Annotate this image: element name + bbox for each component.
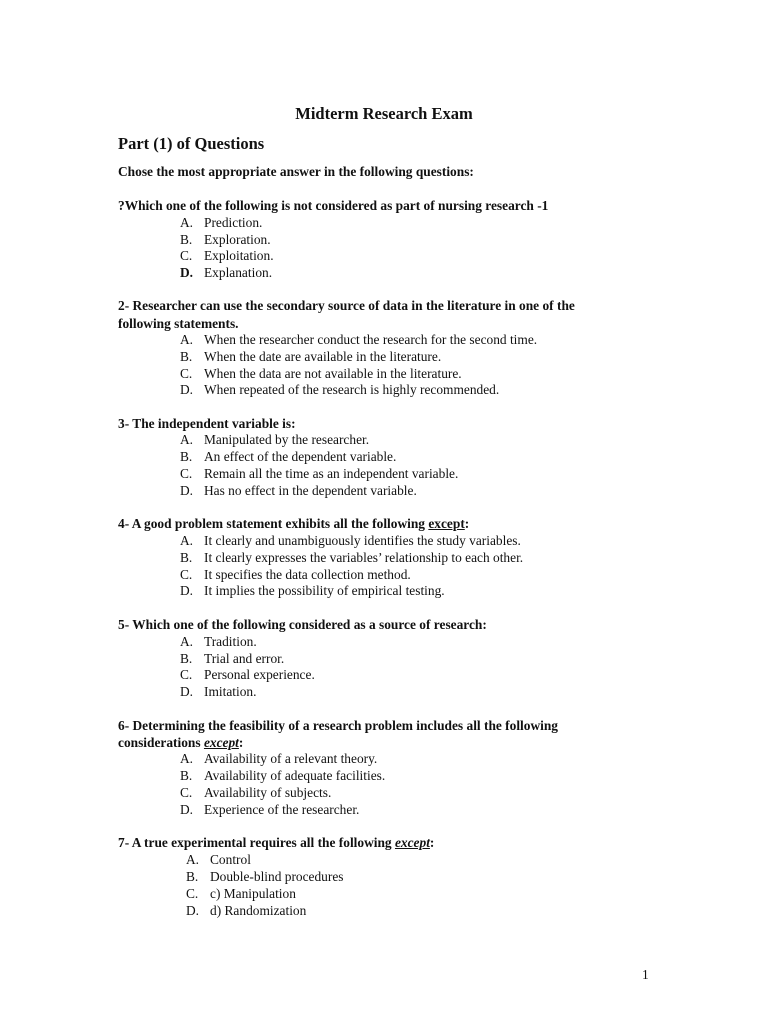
option-letter: B. [180,349,193,364]
question-6-option-b [180,767,385,784]
option-letter: B. [186,869,199,884]
question-7-option-c [186,885,296,902]
option-letter: A. [180,215,194,230]
question-2-option-b [180,348,441,365]
question-2-text: 2- Researcher can use the secondary source of data in the literature in one of the [118,298,575,313]
option-letter: D. [180,265,194,280]
option-text: Availability of adequate facilities. [204,768,386,783]
question-6-option-d [180,801,359,818]
question-7-option-d [186,902,306,919]
question-3-option-a [180,431,369,448]
question-4-option-d [180,582,445,599]
option-letter: D. [180,583,194,598]
question-5-text: 5- Which one of the following considered as a source of research: [118,617,487,632]
option-letter: D. [180,802,194,817]
instructions: Chose the most appropriate answer in the following questions: [118,164,474,179]
question-5-option-a [180,633,257,650]
question-2-option-d [180,381,499,398]
option-letter: B. [180,768,193,783]
page-number: 1 [642,967,649,982]
question-7-option-b [186,868,344,885]
option-text: An effect of the dependent variable. [204,449,397,464]
question-3-option-b [180,448,396,465]
question-4-text [118,515,469,532]
option-text: Exploitation. [204,248,274,263]
option-text: It implies the possibility of empirical testing. [204,583,445,598]
question-punctuation: : [429,835,435,850]
option-text: Tradition. [204,634,257,649]
option-text: Availability of a relevant theory. [204,751,378,766]
question-7-option-a [186,851,251,868]
option-letter: C. [180,466,193,481]
option-text: Experience of the researcher. [204,802,360,817]
except-keyword: except [394,835,430,850]
question-3-text: 3- The independent variable is: [118,416,296,431]
option-text: Exploration. [204,232,271,247]
page-title: Midterm Research Exam [295,104,473,123]
question-2-text-continued: following statements. [118,316,239,331]
option-text: When the researcher conduct the research for the second time. [204,332,538,347]
question-6-option-c [180,784,331,801]
option-letter: C. [180,567,193,582]
option-letter: C. [180,366,193,381]
option-letter: A. [180,432,194,447]
option-letter: D. [180,684,194,699]
option-text: Double-blind procedures [210,869,344,884]
question-5-option-c [180,666,315,683]
option-text: Remain all the time as an independent variable. [204,466,459,481]
question-6-text-continued [118,734,243,751]
option-text: Manipulated by the researcher. [204,432,370,447]
option-letter: A. [180,332,194,347]
question-2-option-a [180,331,537,348]
option-letter: C. [180,667,193,682]
question-3-option-c [180,465,458,482]
option-letter: A. [180,751,194,766]
option-letter: D. [186,903,200,918]
question-5-option-d [180,683,256,700]
question-1-option-b [180,231,271,248]
option-letter: D. [180,483,194,498]
option-text: Prediction. [204,215,263,230]
option-letter: B. [180,232,193,247]
option-text: When the date are available in the literature. [204,349,442,364]
option-text: It clearly expresses the variables’ relationship to each other. [204,550,524,565]
option-text: c) Manipulation [210,886,296,901]
question-3-option-d [180,482,417,499]
option-letter: A. [180,533,194,548]
option-text: Imitation. [204,684,257,699]
option-letter: D. [180,382,194,397]
question-6-text: 6- Determining the feasibility of a research problem includes all the following [118,718,559,733]
question-4-option-b [180,549,523,566]
option-letter: C. [180,248,193,263]
option-text: Control [210,852,251,867]
question-1-option-a [180,214,262,231]
option-letter: B. [180,651,193,666]
question-punctuation: : [464,516,470,531]
part-heading: Part (1) of Questions [118,134,265,153]
option-text: Explanation. [204,265,273,280]
option-text: Personal experience. [204,667,315,682]
question-text: 7- A true experimental requires all the following [118,835,395,850]
question-1-text: ?Which one of the following is not considered as part of nursing research -1 [118,198,549,213]
question-2-option-c [180,365,462,382]
option-text: d) Randomization [210,903,307,918]
question-7-text [118,834,434,851]
question-6-option-a [180,750,377,767]
option-text: Trial and error. [204,651,285,666]
question-text: considerations [118,735,204,750]
question-5-option-b [180,650,284,667]
option-letter: B. [180,449,193,464]
option-letter: A. [186,852,200,867]
option-text: When the data are not available in the literature. [204,366,462,381]
option-letter: A. [180,634,194,649]
except-keyword: except [428,516,465,531]
option-text: It clearly and unambiguously identifies the study variables. [204,533,521,548]
except-keyword: except [203,735,239,750]
option-letter: C. [180,785,193,800]
option-letter: C. [186,886,199,901]
question-punctuation: : [238,735,244,750]
option-text: Availability of subjects. [204,785,332,800]
option-text: When repeated of the research is highly recommended. [204,382,500,397]
question-text: 4- A good problem statement exhibits all the following [118,516,429,531]
question-4-option-c [180,566,411,583]
option-text: It specifies the data collection method. [204,567,411,582]
question-1-option-d [180,264,272,281]
option-text: Has no effect in the dependent variable. [204,483,417,498]
question-1-option-c [180,247,274,264]
option-letter: B. [180,550,193,565]
question-4-option-a [180,532,521,549]
